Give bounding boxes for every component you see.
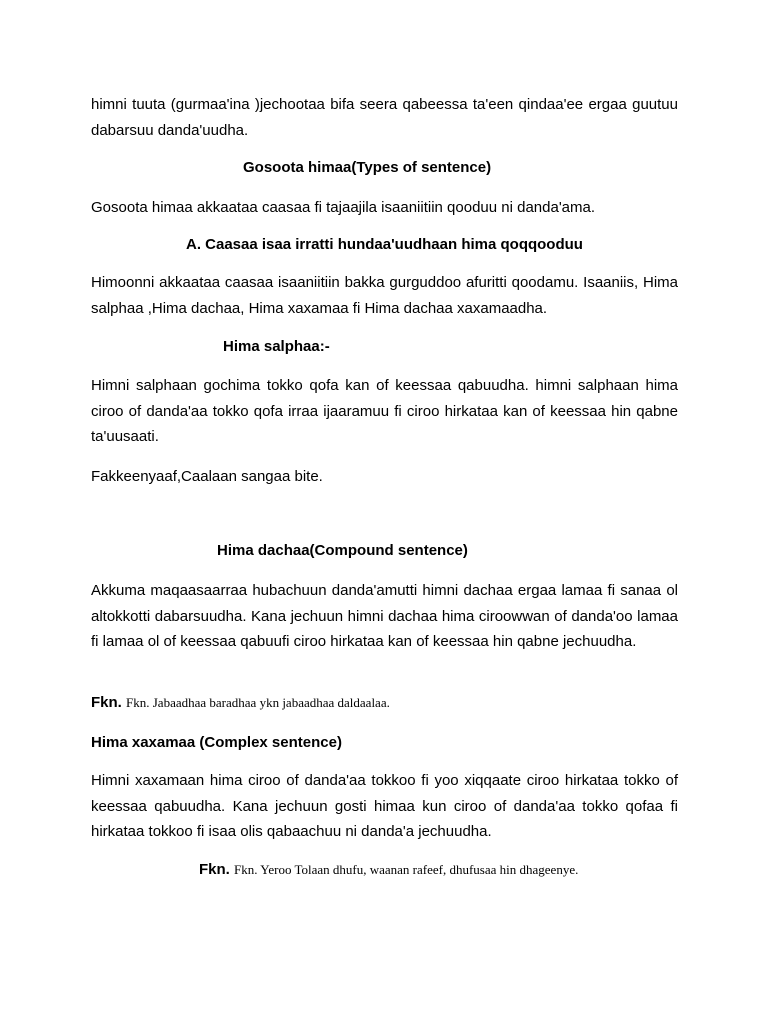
heading-hima-dachaa: Hima dachaa(Compound sentence) <box>217 542 468 559</box>
simple-sentence-paragraph: Himni salphaan gochima tokko qofa kan of keessaa qabuudha. himni salphaan hima ciroo of danda'aa tokko qofa irraa ijaaramuu fi ciroo hirkataa kan of keessaa hin qabne ta'uusaati. <box>91 377 678 446</box>
compound-example-text: Fkn. Jabaadhaa baradhaa ykn jabaadhaa daldaalaa. <box>126 695 390 710</box>
intro-paragraph: himni tuuta (gurmaa'ina )jechootaa bifa seera qabeessa ta'een qindaa'ee ergaa guutuu dabarsuu danda'uudha. <box>91 96 678 139</box>
compound-sentence-paragraph: Akkuma maqaasaarraa hubachuun danda'amutti himni dachaa ergaa lamaa fi sanaa ol altokkotti dabarsuudha. Kana jechuun himni dachaa hima ciroowwan of danda'oo lamaa fi lamaa ol of keessaa qabuufi ciroo hirkataa kan of keessaa hin qabne jechuudha. <box>91 582 678 651</box>
complex-sentence-paragraph: Himni xaxamaan hima ciroo of danda'aa tokkoo fi yoo xiqqaate ciroo hirkataa tokko of keessaa qabuudha. Kana jechuun gosti himaa kun ciroo of danda'aa tokko qofaa fi hirkataa tokkoo fi isaa olis qabaachuu ni danda'a jechuudha. <box>91 772 678 841</box>
structure-paragraph: Himoonni akkaataa caasaa isaaniitiin bakka gurguddoo afuritti qoodamu. Isaaniis, Hima salphaa ,Hima dachaa, Hima xaxamaa fi Hima dachaa xaxamaadha. <box>91 274 678 317</box>
types-paragraph: Gosoota himaa akkaataa caasaa fi tajaajila isaaniitiin qooduu ni danda'ama. <box>91 199 596 216</box>
complex-example <box>199 861 578 878</box>
compound-example-label: Fkn. <box>91 694 122 711</box>
heading-hima-xaxamaa: Hima xaxamaa (Complex sentence) <box>91 734 342 751</box>
heading-hima-salphaa: Hima salphaa:- <box>223 338 330 355</box>
complex-example-label: Fkn. <box>199 861 230 878</box>
complex-example-text: Fkn. Yeroo Tolaan dhufu, waanan rafeef, dhufusaa hin dhageenye. <box>234 862 579 877</box>
simple-example: Fakkeenyaaf,Caalaan sangaa bite. <box>91 468 323 485</box>
compound-example <box>91 694 390 711</box>
heading-types-of-sentence: Gosoota himaa(Types of sentence) <box>243 159 492 176</box>
heading-section-a: A. Caasaa isaa irratti hundaa'uudhaan hima qoqqooduu <box>186 236 583 253</box>
